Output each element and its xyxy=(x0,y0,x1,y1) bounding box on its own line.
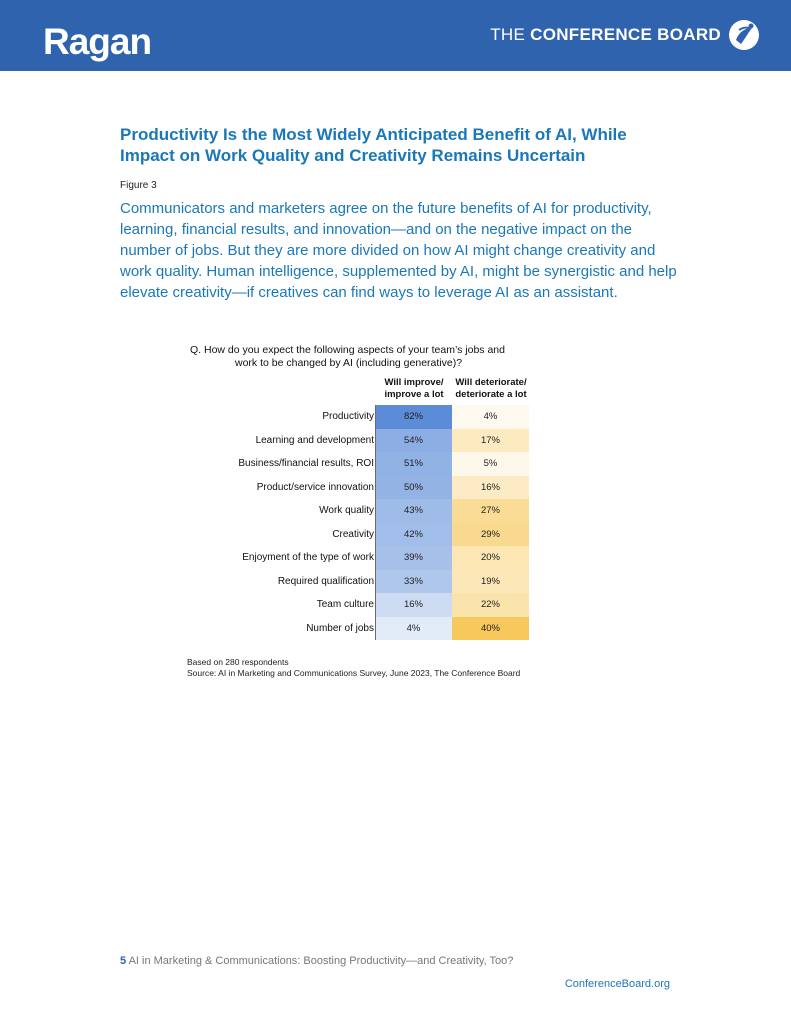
row-label: Enjoyment of the type of work xyxy=(242,552,374,563)
improve-cell: 82% xyxy=(375,405,452,429)
row-label: Product/service innovation xyxy=(256,481,374,493)
deteriorate-cell: 19% xyxy=(452,570,529,594)
deteriorate-cell: 20% xyxy=(452,546,529,570)
conference-board-logo-text: THE CONFERENCE BOARD xyxy=(490,25,721,44)
table-row xyxy=(186,452,531,476)
question-line-2: work to be changed by AI (including generative)? xyxy=(235,357,463,369)
improve-cell: 42% xyxy=(375,523,452,547)
table-row xyxy=(186,546,531,570)
respondents-note: Based on 280 respondents xyxy=(187,657,289,667)
deteriorate-cell: 40% xyxy=(452,617,529,641)
footer-title xyxy=(120,955,513,967)
improve-cell: 54% xyxy=(375,429,452,453)
deteriorate-cell: 22% xyxy=(452,593,529,617)
deteriorate-cell: 5% xyxy=(452,452,529,476)
table-row xyxy=(186,617,531,641)
table-row xyxy=(186,570,531,594)
improve-cell: 16% xyxy=(375,593,452,617)
row-label: Business/financial results, ROI xyxy=(238,458,374,469)
figure-summary: Communicators and marketers agree on the future benefits of AI for productivity, learning, financial results, and innovation—and on the negative impact on the number of jobs. But they are more divided on how AI might change creativity and work quality. Human intelligence, supplemented by AI, might be synergistic and help elevate creativity—if creatives can find ways to leverage AI as an assistant. xyxy=(120,200,677,301)
improve-cell: 50% xyxy=(375,476,452,500)
table-row xyxy=(186,476,531,500)
table-row xyxy=(186,593,531,617)
deteriorate-cell: 16% xyxy=(452,476,529,500)
deteriorate-cell: 27% xyxy=(452,499,529,523)
improve-cell: 39% xyxy=(375,546,452,570)
table-divider-line xyxy=(375,405,376,640)
table-row xyxy=(186,405,531,429)
improve-cell: 4% xyxy=(375,617,452,641)
row-label: Work quality xyxy=(319,505,374,516)
table-row xyxy=(186,523,531,547)
improve-cell: 51% xyxy=(375,452,452,476)
page-title: Productivity Is the Most Widely Anticipated Benefit of AI, While Impact on Work Quality and Creativity Remains Uncertain xyxy=(120,125,627,165)
improve-cell: 33% xyxy=(375,570,452,594)
row-label: Required qualification xyxy=(277,575,374,587)
table-row xyxy=(186,499,531,523)
conference-board-logo xyxy=(490,18,761,52)
row-label: Learning and development xyxy=(255,434,374,446)
header-bar xyxy=(0,0,791,71)
deteriorate-cell: 4% xyxy=(452,405,529,429)
globe-figure-icon xyxy=(727,18,761,52)
heatmap-table xyxy=(186,405,531,640)
deteriorate-cell: 29% xyxy=(452,523,529,547)
footer-site-link[interactable]: ConferenceBoard.org xyxy=(564,978,670,990)
improve-cell: 43% xyxy=(375,499,452,523)
ragan-logo xyxy=(43,10,151,60)
row-label: Team culture xyxy=(316,599,374,610)
column-header-improve: Will improve/ improve a lot xyxy=(384,377,444,400)
ragan-logo-text: Ragan xyxy=(43,21,152,62)
footer-report-title: AI in Marketing & Communications: Boosting Productivity—and Creativity, Too? xyxy=(126,955,514,967)
deteriorate-cell: 17% xyxy=(452,429,529,453)
table-row xyxy=(186,429,531,453)
survey-question xyxy=(190,344,550,370)
row-label: Productivity xyxy=(322,411,374,422)
figure-label: Figure 3 xyxy=(120,180,157,191)
page-number: 5 xyxy=(120,955,127,967)
source-citation: Source: AI in Marketing and Communications Survey, June 2023, The Conference Board xyxy=(187,668,521,678)
question-line-1: Q. How do you expect the following aspects of your team’s jobs and xyxy=(190,344,505,356)
row-label: Number of jobs xyxy=(306,622,374,634)
row-label: Creativity xyxy=(332,528,374,540)
column-header-deteriorate: Will deteriorate/ deteriorate a lot xyxy=(455,377,527,400)
source-note xyxy=(187,657,520,679)
